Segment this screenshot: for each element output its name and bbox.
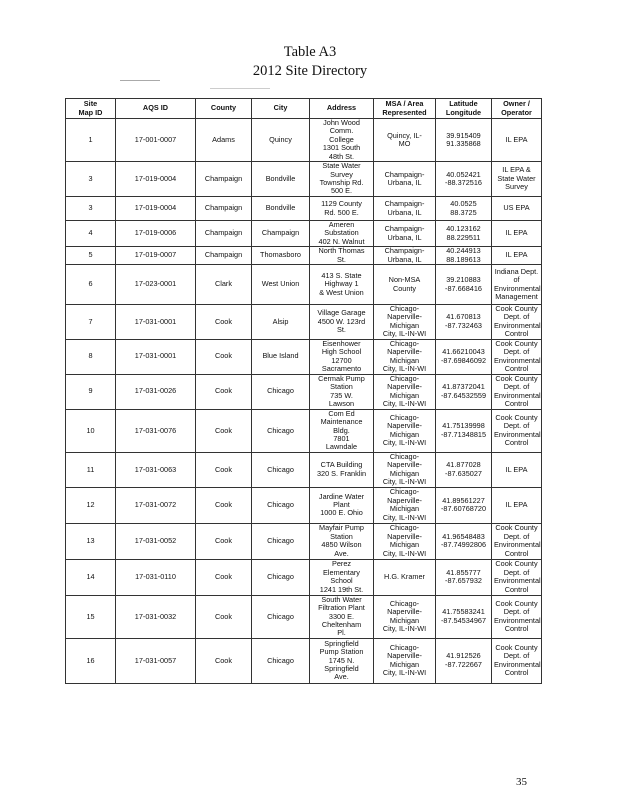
cell-lat-lon: 39.210883 -87.668416 — [436, 265, 492, 305]
cell-lat-lon: 41.670813 -87.732463 — [436, 305, 492, 340]
cell-msa: Quincy, IL- MO — [374, 119, 436, 162]
cell-county: Champaign — [196, 197, 252, 221]
cell-site-map-id: 5 — [66, 247, 116, 265]
cell-city: Chicago — [252, 452, 310, 487]
cell-city: Chicago — [252, 638, 310, 683]
cell-city: Chicago — [252, 409, 310, 452]
cell-lat-lon: 41.96548483 -87.74992806 — [436, 523, 492, 559]
table-row — [66, 409, 542, 452]
cell-aqs-id: 17-031-0063 — [116, 452, 196, 487]
cell-owner: US EPA — [492, 197, 542, 221]
header-aqs-id: AQS ID — [116, 99, 196, 119]
cell-lat-lon: 39.915409 91.335868 — [436, 119, 492, 162]
cell-county: Champaign — [196, 221, 252, 247]
table-row — [66, 305, 542, 340]
cell-msa: Champaign- Urbana, IL — [374, 221, 436, 247]
table-row — [66, 339, 542, 374]
cell-address: Mayfair Pump Station 4850 Wilson Ave. — [310, 523, 374, 559]
cell-msa: Chicago- Naperville- Michigan City, IL-IN-WI — [374, 638, 436, 683]
cell-county: Cook — [196, 409, 252, 452]
cell-address: Com Ed Maintenance Bldg. 7801 Lawndale — [310, 409, 374, 452]
cell-address: 1129 County Rd. 500 E. — [310, 197, 374, 221]
cell-site-map-id: 6 — [66, 265, 116, 305]
cell-address: Ameren Substation 402 N. Walnut — [310, 221, 374, 247]
cell-owner: IL EPA — [492, 221, 542, 247]
cell-county: Cook — [196, 339, 252, 374]
cell-msa: Chicago- Naperville- Michigan City, IL-IN-WI — [374, 305, 436, 340]
cell-aqs-id: 17-031-0076 — [116, 409, 196, 452]
cell-owner: IL EPA — [492, 452, 542, 487]
cell-city: Bondville — [252, 162, 310, 197]
table-row — [66, 265, 542, 305]
table-row — [66, 221, 542, 247]
table-row — [66, 559, 542, 595]
cell-site-map-id: 1 — [66, 119, 116, 162]
cell-msa: Chicago- Naperville- Michigan City, IL-IN-WI — [374, 409, 436, 452]
cell-aqs-id: 17-031-0032 — [116, 595, 196, 638]
cell-site-map-id: 4 — [66, 221, 116, 247]
cell-county: Champaign — [196, 162, 252, 197]
header-address: Address — [310, 99, 374, 119]
scan-mark — [210, 88, 270, 89]
site-directory-table — [65, 98, 542, 684]
table-row — [66, 197, 542, 221]
cell-aqs-id: 17-031-0026 — [116, 374, 196, 409]
cell-aqs-id: 17-031-0057 — [116, 638, 196, 683]
cell-lat-lon: 41.877028 -87.635027 — [436, 452, 492, 487]
header-site-map-id: Site Map ID — [66, 99, 116, 119]
scan-mark — [120, 80, 160, 81]
cell-county: Cook — [196, 523, 252, 559]
cell-lat-lon: 41.87372041 -87.64532559 — [436, 374, 492, 409]
cell-address: Cermak Pump Station 735 W. Lawson — [310, 374, 374, 409]
page-number: 35 — [516, 776, 527, 788]
cell-county: Cook — [196, 452, 252, 487]
cell-msa: Non-MSA County — [374, 265, 436, 305]
cell-county: Cook — [196, 487, 252, 523]
table-row — [66, 452, 542, 487]
header-row — [66, 99, 542, 119]
header-lat-lon: Latitude Longitude — [436, 99, 492, 119]
cell-msa: H.G. Kramer — [374, 559, 436, 595]
cell-msa: Chicago- Naperville- Michigan City, IL-IN-WI — [374, 339, 436, 374]
cell-site-map-id: 7 — [66, 305, 116, 340]
table-caption: Table A3 — [283, 44, 337, 60]
cell-site-map-id: 16 — [66, 638, 116, 683]
cell-msa: Champaign- Urbana, IL — [374, 197, 436, 221]
table-title: 2012 Site Directory — [252, 63, 368, 79]
cell-city: Chicago — [252, 487, 310, 523]
cell-lat-lon: 40.244913 88.189613 — [436, 247, 492, 265]
cell-county: Cook — [196, 559, 252, 595]
table-row — [66, 523, 542, 559]
cell-city: Alsip — [252, 305, 310, 340]
cell-msa: Chicago- Naperville- Michigan City, IL-IN-WI — [374, 523, 436, 559]
cell-lat-lon: 40.052421 -88.372516 — [436, 162, 492, 197]
header-county: County — [196, 99, 252, 119]
cell-address: Village Garage 4500 W. 123rd St. — [310, 305, 374, 340]
cell-owner: Cook County Dept. of Environmental Control — [492, 409, 542, 452]
cell-aqs-id: 17-001-0007 — [116, 119, 196, 162]
cell-city: Chicago — [252, 523, 310, 559]
cell-aqs-id: 17-019-0004 — [116, 162, 196, 197]
cell-owner: Cook County Dept. of Environmental Control — [492, 638, 542, 683]
cell-county: Cook — [196, 374, 252, 409]
cell-msa: Champaign- Urbana, IL — [374, 162, 436, 197]
cell-aqs-id: 17-019-0006 — [116, 221, 196, 247]
cell-site-map-id: 13 — [66, 523, 116, 559]
cell-aqs-id: 17-019-0004 — [116, 197, 196, 221]
cell-owner: IL EPA — [492, 119, 542, 162]
cell-county: Cook — [196, 638, 252, 683]
cell-lat-lon: 40.123162 88.229511 — [436, 221, 492, 247]
cell-owner: IL EPA — [492, 247, 542, 265]
cell-owner: Indiana Dept. of Environmental Management — [492, 265, 542, 305]
cell-aqs-id: 17-031-0052 — [116, 523, 196, 559]
cell-msa: Chicago- Naperville- Michigan City, IL-IN-WI — [374, 487, 436, 523]
cell-site-map-id: 8 — [66, 339, 116, 374]
cell-site-map-id: 15 — [66, 595, 116, 638]
cell-site-map-id: 3 — [66, 162, 116, 197]
table-row — [66, 638, 542, 683]
cell-site-map-id: 3 — [66, 197, 116, 221]
cell-city: Chicago — [252, 559, 310, 595]
cell-address: North Thomas St. — [310, 247, 374, 265]
cell-owner: Cook County Dept. of Environmental Control — [492, 559, 542, 595]
table-row — [66, 247, 542, 265]
cell-county: Clark — [196, 265, 252, 305]
table-row — [66, 595, 542, 638]
cell-site-map-id: 14 — [66, 559, 116, 595]
cell-address: Eisenhower High School 12700 Sacramento — [310, 339, 374, 374]
cell-county: Cook — [196, 305, 252, 340]
cell-city: Blue Island — [252, 339, 310, 374]
cell-aqs-id: 17-031-0001 — [116, 305, 196, 340]
cell-address: State Water Survey Township Rd. 500 E. — [310, 162, 374, 197]
cell-address: CTA Building 320 S. Franklin — [310, 452, 374, 487]
cell-address: Springfield Pump Station 1745 N. Springfield Ave. — [310, 638, 374, 683]
cell-address: John Wood Comm. College 1301 South 48th St. — [310, 119, 374, 162]
cell-aqs-id: 17-019-0007 — [116, 247, 196, 265]
cell-msa: Chicago- Naperville- Michigan City, IL-IN-WI — [374, 452, 436, 487]
cell-county: Adams — [196, 119, 252, 162]
cell-lat-lon: 41.75139998 -87.71348815 — [436, 409, 492, 452]
cell-msa: Chicago- Naperville- Michigan City, IL-IN-WI — [374, 595, 436, 638]
header-owner: Owner / Operator — [492, 99, 542, 119]
cell-address: Jardine Water Plant 1000 E. Ohio — [310, 487, 374, 523]
cell-site-map-id: 11 — [66, 452, 116, 487]
cell-owner: IL EPA — [492, 487, 542, 523]
cell-lat-lon: 40.0525 88.3725 — [436, 197, 492, 221]
cell-aqs-id: 17-031-0072 — [116, 487, 196, 523]
cell-msa: Chicago- Naperville- Michigan City, IL-IN-WI — [374, 374, 436, 409]
cell-owner: Cook County Dept. of Environmental Control — [492, 523, 542, 559]
cell-site-map-id: 9 — [66, 374, 116, 409]
cell-address: 413 S. State Highway 1 & West Union — [310, 265, 374, 305]
cell-owner: Cook County Dept. of Environmental Control — [492, 305, 542, 340]
cell-msa: Champaign- Urbana, IL — [374, 247, 436, 265]
cell-owner: Cook County Dept. of Environmental Control — [492, 595, 542, 638]
cell-city: Quincy — [252, 119, 310, 162]
cell-owner: Cook County Dept. of Environmental Control — [492, 374, 542, 409]
header-msa: MSA / Area Represented — [374, 99, 436, 119]
cell-aqs-id: 17-023-0001 — [116, 265, 196, 305]
cell-city: West Union — [252, 265, 310, 305]
cell-aqs-id: 17-031-0001 — [116, 339, 196, 374]
cell-lat-lon: 41.75583241 -87.54534967 — [436, 595, 492, 638]
cell-city: Thomasboro — [252, 247, 310, 265]
cell-city: Chicago — [252, 595, 310, 638]
cell-owner: IL EPA & State Water Survey — [492, 162, 542, 197]
table-row — [66, 487, 542, 523]
cell-site-map-id: 12 — [66, 487, 116, 523]
cell-lat-lon: 41.66210043 -87.69846092 — [436, 339, 492, 374]
cell-city: Champaign — [252, 221, 310, 247]
cell-city: Bondville — [252, 197, 310, 221]
cell-aqs-id: 17-031-0110 — [116, 559, 196, 595]
cell-site-map-id: 10 — [66, 409, 116, 452]
cell-county: Cook — [196, 595, 252, 638]
cell-lat-lon: 41.855777 -87.657932 — [436, 559, 492, 595]
cell-city: Chicago — [252, 374, 310, 409]
header-city: City — [252, 99, 310, 119]
cell-lat-lon: 41.89561227 -87.60768720 — [436, 487, 492, 523]
cell-owner: Cook County Dept. of Environmental Control — [492, 339, 542, 374]
cell-county: Champaign — [196, 247, 252, 265]
table-row — [66, 162, 542, 197]
table-row — [66, 374, 542, 409]
table-row — [66, 119, 542, 162]
cell-address: Perez Elementary School 1241 19th St. — [310, 559, 374, 595]
cell-address: South Water Filtration Plant 3300 E. Cheltenham Pl. — [310, 595, 374, 638]
cell-lat-lon: 41.912526 -87.722667 — [436, 638, 492, 683]
